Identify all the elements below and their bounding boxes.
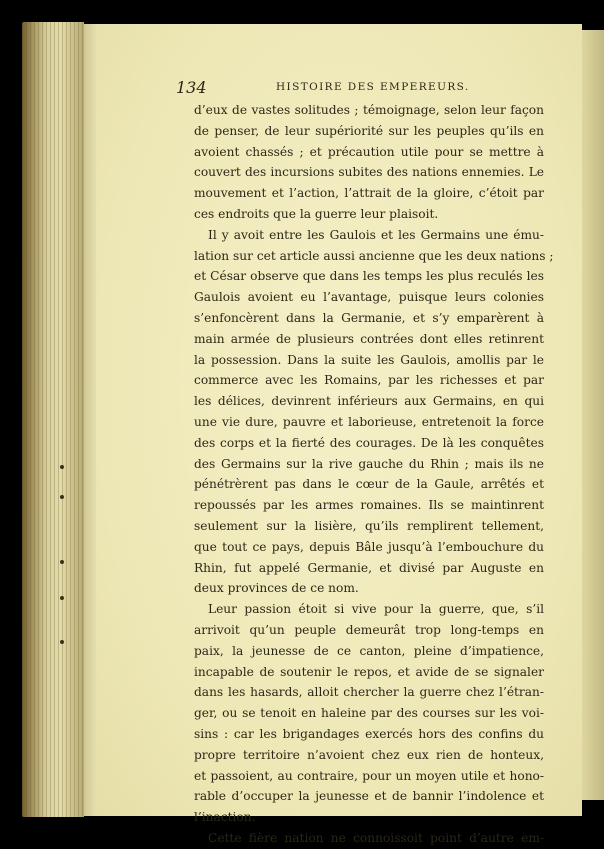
margin-ink-mark (60, 465, 64, 469)
text-line: s’enfoncèrent dans la Germanie, et s’y emparèrent à (194, 310, 544, 325)
text-line: et passoient, au contraire, pour un moyen utile et hono- (194, 768, 544, 783)
page-stack-edge (22, 22, 84, 817)
text-line: que tout ce pays, depuis Bâle jusqu’à l’embouchure du (194, 539, 544, 554)
text-line: rable d’occuper la jeunesse et de bannir l’indolence et (194, 789, 544, 804)
page-number: 134 (176, 78, 207, 97)
text-line: des corps et la fierté des courages. De là les conquêtes (194, 435, 544, 450)
text-line: paix, la jeunesse de ce canton, pleine d’impatience, (194, 643, 544, 658)
text-line: Gaulois avoient eu l’avantage, puisque leurs colonies (194, 290, 544, 305)
facing-page-edge (582, 30, 604, 800)
margin-ink-mark (60, 495, 64, 499)
text-line: d’eux de vastes solitudes ; témoignage, selon leur façon (194, 103, 544, 117)
margin-ink-mark (60, 596, 64, 600)
margin-ink-mark (60, 560, 64, 564)
text-line: la possession. Dans la suite les Gaulois, amollis par le (194, 352, 544, 367)
text-line: arrivoit qu’un peuple demeurât trop long-temps en (194, 622, 544, 637)
running-head: HISTOIRE DES EMPEREURS. (276, 81, 470, 93)
text-line: propre territoire n’avoient chez eux rien de honteux, (194, 747, 544, 762)
text-line: repoussés par les armes romaines. Ils se maintinrent (194, 498, 544, 513)
text-line: ces endroits que la guerre leur plaisoit. (194, 206, 439, 221)
text-line: Rhin, fut appelé Germanie, et divisé par Auguste en (194, 560, 544, 575)
text-line: seulement sur la lisière, qu’ils remplirent tellement, (194, 518, 544, 533)
body-text (194, 100, 554, 849)
text-line: Leur passion étoit si vive pour la guerre, que, s’il (208, 602, 544, 617)
text-line: des Germains sur la rive gauche du Rhin ; mais ils ne (194, 456, 544, 471)
text-line: couvert des incursions subites des nations ennemies. Le (194, 165, 544, 180)
margin-ink-mark (60, 640, 64, 644)
text-line: pénétrèrent pas dans le cœur de la Gaule, arrêtés et (194, 477, 544, 492)
text-line: lation sur cet article aussi ancienne que les deux nations ; (194, 248, 554, 263)
text-line: ger, ou se tenoit en haleine par des courses sur les voi- (194, 706, 544, 721)
text-line: et César observe que dans les temps les plus reculés les (194, 269, 544, 284)
text-line: de penser, de leur supériorité sur les peuples qu’ils en (194, 123, 544, 138)
text-line: deux provinces de ce nom. (194, 581, 359, 596)
text-line: mouvement et l’action, l’attrait de la gloire, c’étoit par (194, 186, 544, 201)
text-line: commerce avec les Romains, par les richesses et par (194, 373, 544, 388)
text-line: avoient chassés ; et précaution utile pour se mettre à (194, 144, 544, 159)
page-header (176, 78, 544, 100)
text-line: incapable de soutenir le repos, et avide de se signaler (194, 664, 544, 679)
text-line: l’inaction. (194, 810, 256, 825)
text-line: les délices, devinrent inférieurs aux Germains, en qui (194, 394, 544, 409)
text-line: sins : car les brigandages exercés hors des confins du (194, 726, 544, 741)
text-line: Il y avoit entre les Gaulois et les Germains une ému- (208, 227, 544, 242)
text-line: Cette fière nation ne connoissoit point d’autre em- (208, 830, 544, 845)
text-line: dans les hasards, alloit chercher la guerre chez l’étran- (194, 685, 544, 700)
text-line: une vie dure, pauvre et laborieuse, entretenoit la force (194, 414, 544, 429)
text-line: main armée de plusieurs contrées dont elles retinrent (194, 331, 544, 346)
